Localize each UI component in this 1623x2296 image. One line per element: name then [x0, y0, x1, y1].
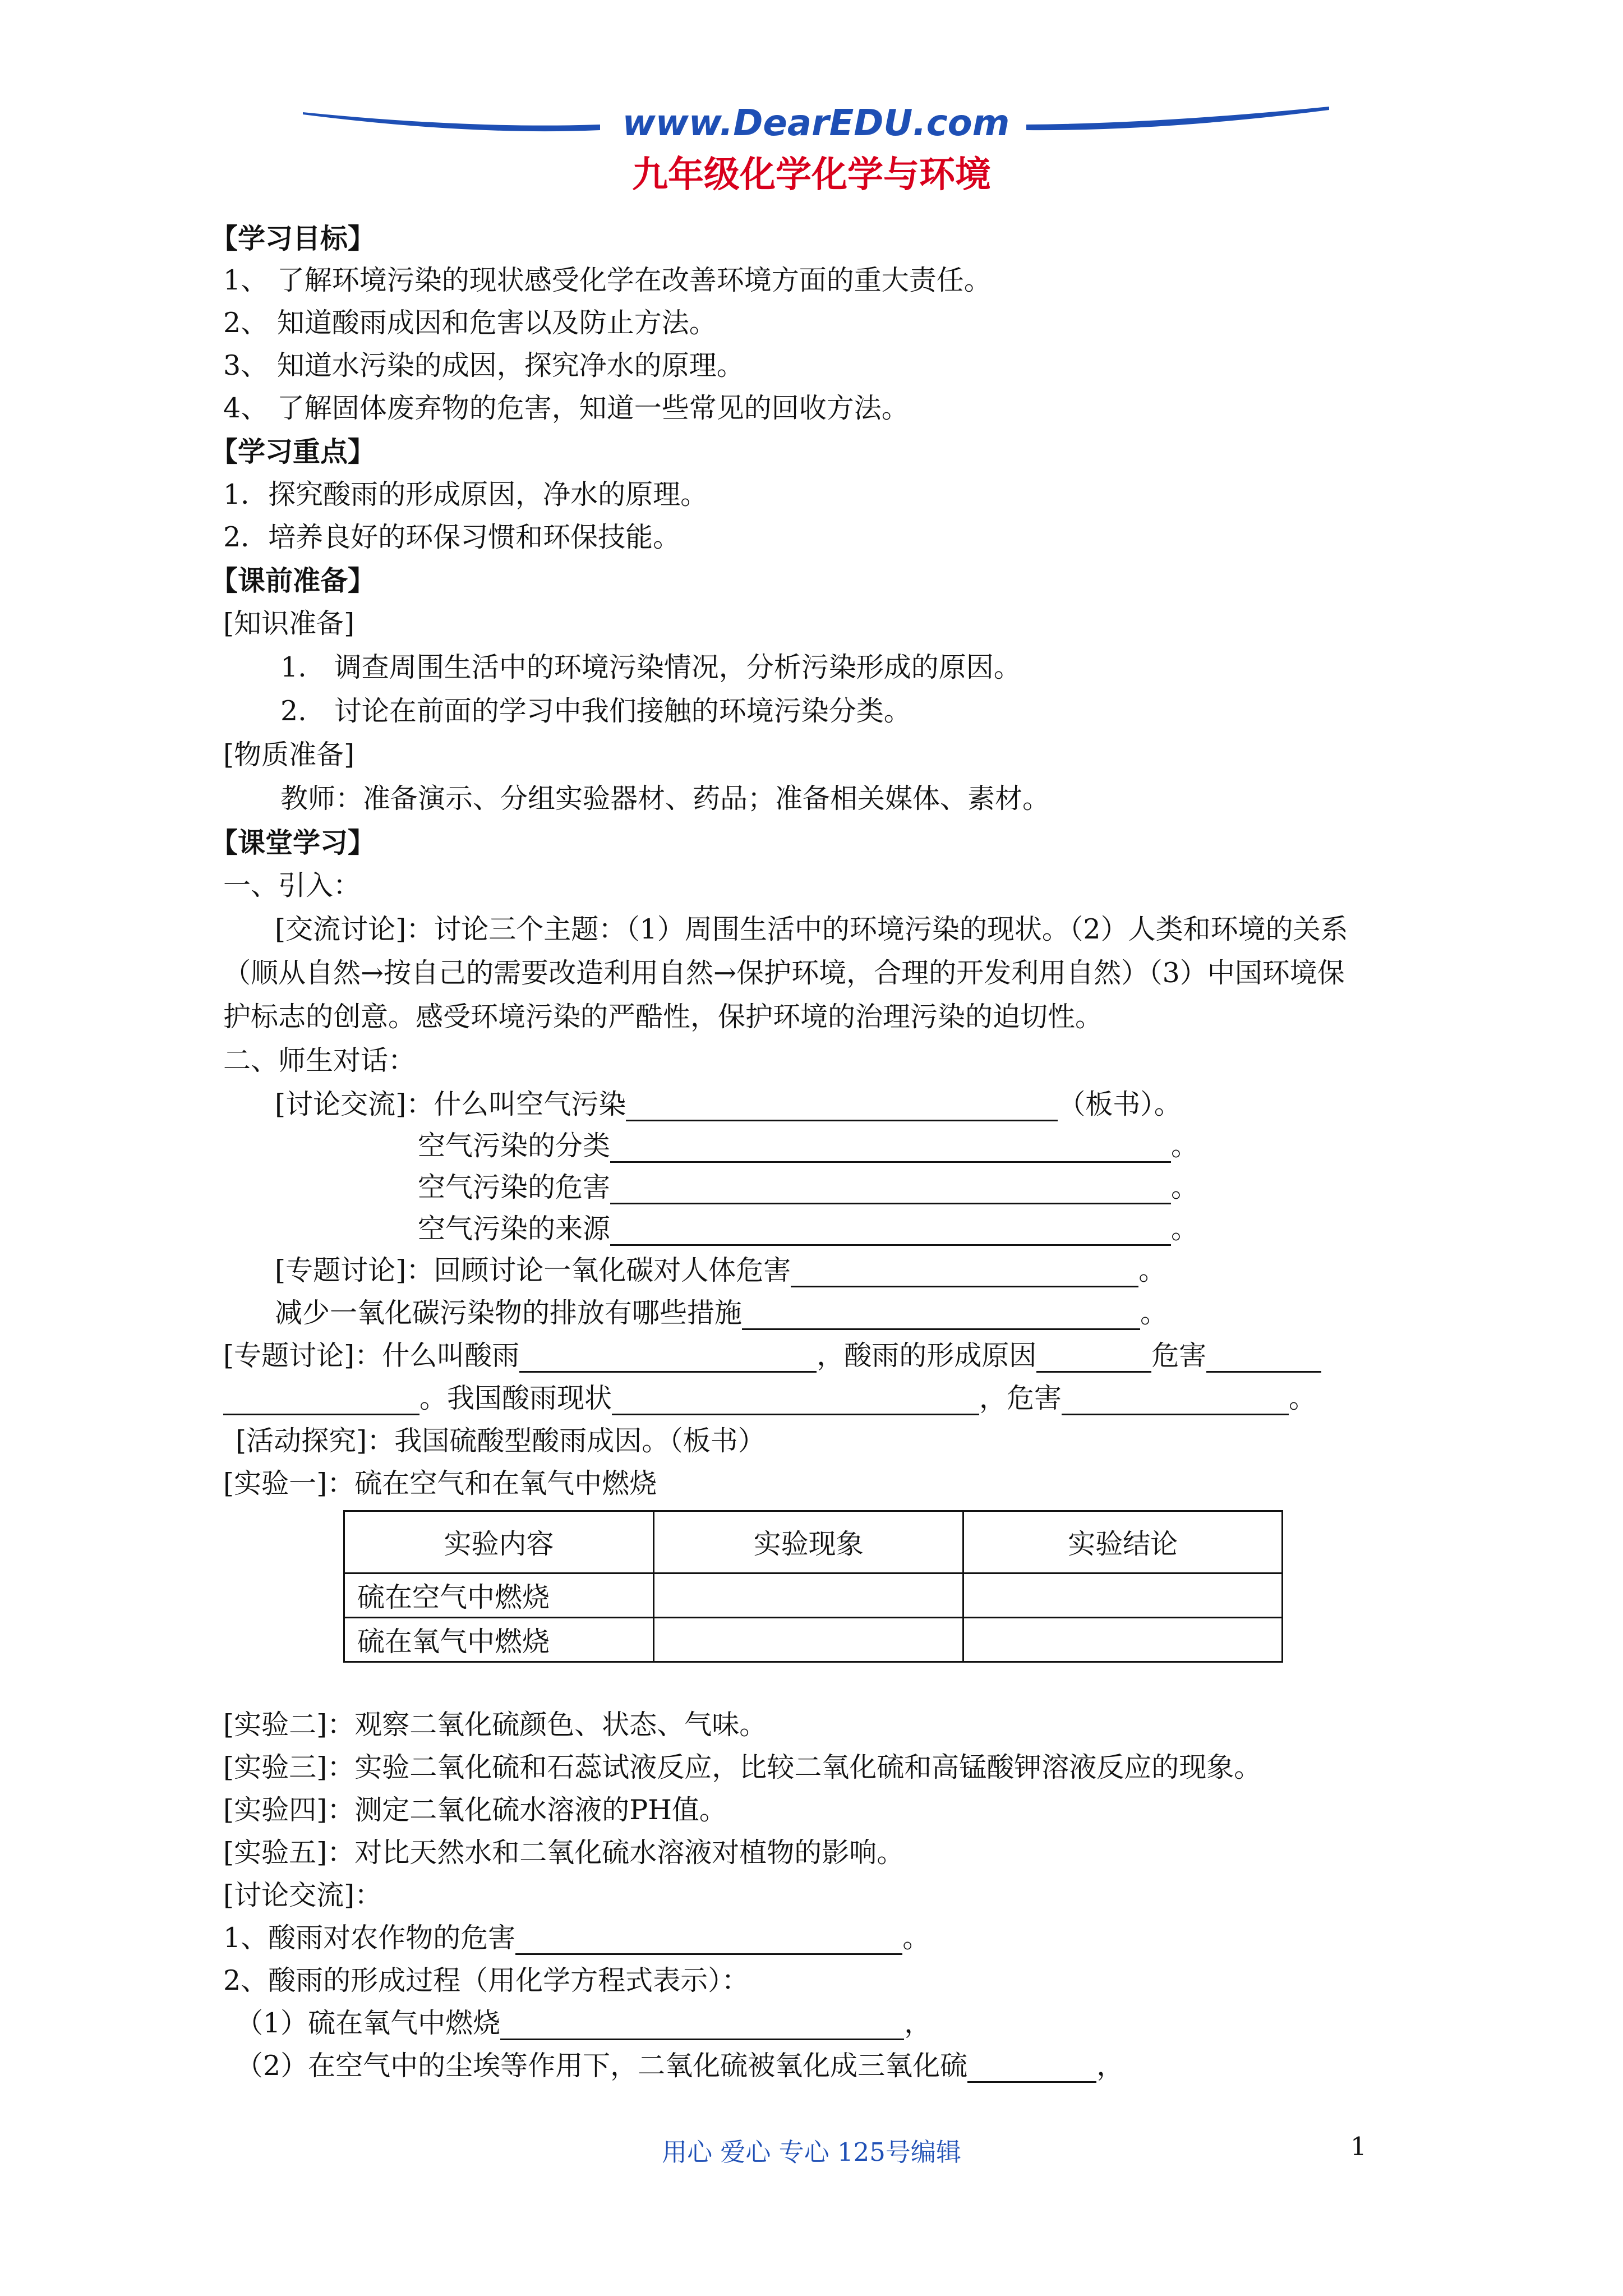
answer-blank[interactable]	[223, 1387, 419, 1415]
table-cell: 硫在氧气中燃烧	[344, 1618, 654, 1662]
answer-blank[interactable]	[1206, 1344, 1321, 1373]
answer-blank[interactable]	[610, 1134, 1171, 1163]
discussion-question-2: 2、酸雨的形成过程（用化学方程式表示）：	[223, 1964, 749, 1996]
answer-blank[interactable]	[967, 2054, 1096, 2083]
table-header: 实验结论	[963, 1511, 1283, 1573]
keypoint-item: 2．培养良好的环保习惯和环保技能。	[223, 521, 681, 553]
experiment-item: [实验三]：实验二氧化硫和石蕊试液反应，比较二氧化硫和高锰酸钾溶液反应的现象。	[223, 1751, 1262, 1783]
equation-question-2: （2）在空气中的尘埃等作用下，二氧化硫被氧化成三氧化硫 ，	[236, 2050, 1124, 2082]
air-pollution-source: 空气污染的来源 。	[418, 1213, 1199, 1245]
air-pollution-harm: 空气污染的危害 。	[418, 1171, 1199, 1203]
goal-item: 3、 知道水污染的成因，探究净水的原理。	[223, 349, 744, 381]
site-logo	[303, 95, 1329, 157]
knowledge-item: 1. 调查周围生活中的环境污染情况，分析污染形成的原因。	[280, 651, 1021, 683]
experiment-1-title: [实验一]：硫在空气和在氧气中燃烧	[223, 1467, 657, 1499]
air-pollution-types: 空气污染的分类 。	[418, 1130, 1199, 1162]
table-row	[344, 1573, 1283, 1618]
experiment-table	[343, 1510, 1283, 1663]
co-measures-question: 减少一氧化碳污染物的排放有哪些措施 。	[275, 1297, 1168, 1329]
air-pollution-question: [讨论交流]：什么叫空气污染 （板书）。	[275, 1088, 1182, 1120]
table-cell[interactable]	[963, 1573, 1283, 1618]
answer-blank[interactable]	[742, 1301, 1140, 1330]
intro-line: （顺从自然→按自己的需要改造利用自然→保护环境，合理的开发利用自然）（3）中国环境保	[223, 957, 1345, 989]
answer-blank[interactable]	[610, 1176, 1171, 1204]
lesson-heading: 【课堂学习】	[210, 826, 376, 859]
discussion-label: [讨论交流]：	[223, 1879, 382, 1911]
intro-line: 护标志的创意。感受环境污染的严酷性，保护环境的治理污染的迫切性。	[223, 1001, 1103, 1033]
prep-heading: 【课前准备】	[210, 564, 376, 597]
acid-rain-status-question: 。我国酸雨现状 ，危害 。	[223, 1382, 1316, 1415]
table-cell[interactable]	[654, 1573, 963, 1618]
discussion-question-1: 1、酸雨对农作物的危害 。	[223, 1922, 930, 1954]
knowledge-label: [知识准备]	[223, 608, 355, 639]
answer-blank[interactable]	[1062, 1387, 1289, 1415]
table-cell: 硫在空气中燃烧	[344, 1573, 654, 1618]
keypoint-item: 1．探究酸雨的形成原因，净水的原理。	[223, 478, 708, 510]
goal-item: 1、 了解环境污染的现状感受化学在改善环境方面的重大责任。	[223, 264, 992, 296]
footer-text: 用心 爱心 专心 125号编辑	[662, 2137, 961, 2167]
answer-blank[interactable]	[612, 1387, 979, 1415]
table-header-row	[344, 1511, 1283, 1573]
page-number: 1	[1350, 2132, 1367, 2161]
document-title: 九年级化学化学与环境	[632, 154, 991, 196]
experiment-item: [实验二]：观察二氧化硫颜色、状态、气味。	[223, 1709, 767, 1741]
activity-text: [活动探究]：我国硫酸型酸雨成因。（板书）	[236, 1425, 766, 1457]
experiment-item: [实验四]：测定二氧化硫水溶液的PH值。	[223, 1794, 727, 1826]
answer-blank[interactable]	[791, 1259, 1138, 1287]
answer-blank[interactable]	[1036, 1344, 1151, 1373]
material-label: [物质准备]	[223, 739, 355, 771]
table-header: 实验现象	[654, 1511, 963, 1573]
table-cell[interactable]	[654, 1618, 963, 1662]
goal-item: 4、 了解固体废弃物的危害，知道一些常见的回收方法。	[223, 392, 909, 424]
table-header: 实验内容	[344, 1511, 654, 1573]
knowledge-item: 2. 讨论在前面的学习中我们接触的环境污染分类。	[280, 695, 911, 727]
goal-item: 2、 知道酸雨成因和危害以及防止方法。	[223, 307, 717, 339]
goals-heading: 【学习目标】	[210, 222, 376, 255]
experiment-item: [实验五]：对比天然水和二氧化硫水溶液对植物的影响。	[223, 1837, 905, 1869]
site-name: www.DearEDU.com	[622, 103, 1010, 144]
co-harm-question: [专题讨论]：回顾讨论一氧化碳对人体危害 。	[275, 1254, 1166, 1286]
answer-blank[interactable]	[626, 1093, 1058, 1121]
intro-line: [交流讨论]：讨论三个主题：（1）周围生活中的环境污染的现状。（2）人类和环境的关系	[275, 913, 1348, 945]
answer-blank[interactable]	[610, 1217, 1171, 1246]
table-row	[344, 1618, 1283, 1662]
equation-question-1: （1）硫在氧气中燃烧 ，	[236, 2007, 932, 2039]
answer-blank[interactable]	[519, 1344, 817, 1373]
intro-label: 一、引入：	[223, 869, 361, 901]
dialogue-label: 二、师生对话：	[223, 1045, 416, 1076]
keypoints-heading: 【学习重点】	[210, 435, 376, 468]
material-text: 教师：准备演示、分组实验器材、药品；准备相关媒体、素材。	[280, 783, 1050, 815]
answer-blank[interactable]	[500, 2012, 904, 2040]
answer-blank[interactable]	[515, 1926, 902, 1955]
table-cell[interactable]	[963, 1618, 1283, 1662]
acid-rain-question: [专题讨论]：什么叫酸雨 ，酸雨的形成原因 危害	[223, 1339, 1321, 1373]
